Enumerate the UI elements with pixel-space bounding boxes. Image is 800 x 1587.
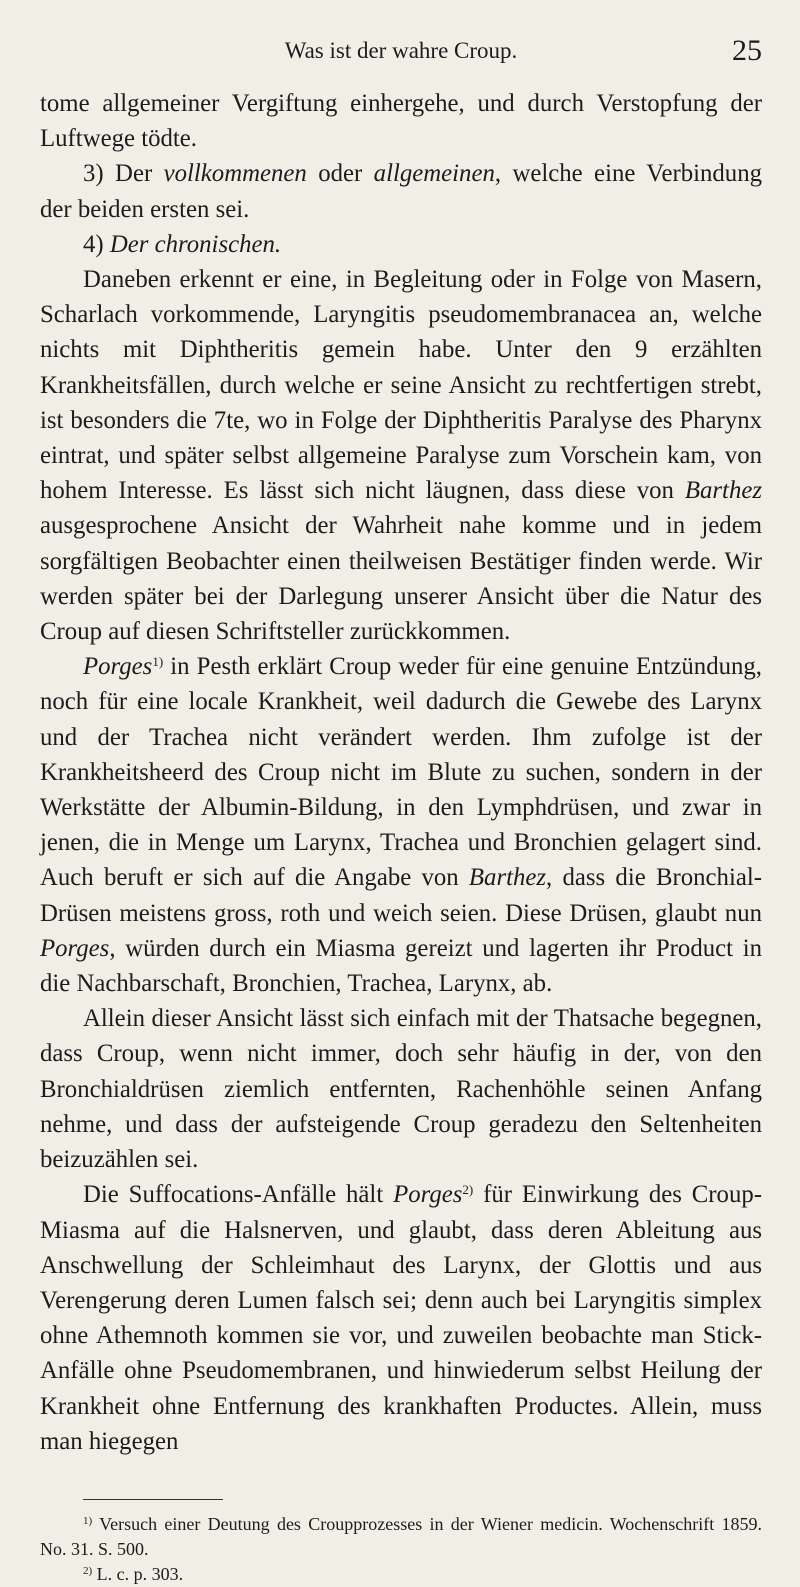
italic-run: allgemeinen	[373, 160, 495, 188]
text-run: für Einwirkung des Croup-Miasma auf die Halsnerven, und glaubt, dass deren Ableitung aus Anschwellung der Schleimhaut des Larynx, der Glottis und aus Verengerung deren Lumen falsch sei; denn auch bei Laryngitis simplex ohne Athemnoth kommen sie vor, und zuweilen beobachte man Stick-Anfälle ohne Pseudomembranen, und hinwiederum selbst Heilung der Krankheit ohne Entfernung des krankhaften Productes. Allein, muss man hiegegen	[40, 1181, 762, 1455]
paragraph	[40, 649, 762, 1001]
paragraph	[40, 86, 762, 156]
text-run: Die Suffocations-Anfälle hält	[83, 1181, 394, 1209]
italic-run: Porges	[83, 653, 153, 681]
footnote-mark: 2)	[83, 1564, 93, 1577]
footnote-ref: 1)	[152, 654, 164, 670]
italic-run: Porges	[40, 934, 110, 962]
text-run: Allein dieser Ansicht lässt sich einfach mit der Thatsache begegnen, dass Croup, wenn nicht immer, doch sehr häufig in der, von den Bronchialdrüsen ziemlich entfernten, Rachenhöhle seinen Anfang nehme, und dass der aufsteigende Croup geradezu den Seltenheiten beizuzählen sei.	[40, 1005, 762, 1174]
footnote-text: Versuch einer Deutung des Croupprozesses in der Wiener medicin. Wochenschrift 1859. No. 31. S. 500.	[40, 1513, 762, 1559]
italic-run: Porges	[393, 1181, 463, 1209]
paragraph	[40, 1177, 762, 1459]
italic-run: Barthez	[684, 477, 762, 505]
footnote	[40, 1562, 762, 1587]
body-text	[40, 86, 762, 1459]
italic-run: Der chronischen.	[109, 230, 282, 258]
text-run: , würden durch ein Miasma gereizt und lagerten ihr Product in die Nachbarschaft, Bronchien, Trachea, Larynx, ab.	[40, 934, 762, 998]
running-title: Was ist der wahre Croup.	[284, 38, 518, 63]
italic-run: vollkommenen	[163, 160, 307, 188]
paragraph	[40, 227, 762, 262]
text-run: in Pesth erklärt Croup weder für eine genuine Entzündung, noch für eine locale Krankheit, weil dadurch die Gewebe des Larynx und der Trachea nicht verändert werden. Ihm zufolge ist der Krankheitsheerd des Croup nicht im Blute zu suchen, sondern in der Werkstätte der Albumin-Bildung, in den Lymphdrüsen, und zwar in jenen, die in Menge um Larynx, Trachea und Bronchien gelagert sind. Auch beruft er sich auf die Angabe von	[40, 653, 762, 892]
text-run: 4)	[83, 230, 110, 258]
book-page	[40, 34, 762, 1584]
paragraph	[40, 1001, 762, 1177]
text-run: , dass die Bronchial-Drüsen meistens gross, roth und weich seien. Diese Drüsen, glaubt nun	[40, 864, 762, 927]
footnote-rule	[83, 1499, 223, 1500]
running-header	[40, 34, 762, 72]
page-number: 25	[732, 34, 762, 67]
text-run: ausgesprochene Ansicht der Wahrheit nahe komme und in jedem sorgfältigen Beobachter einen theilweisen Bestätiger finden werde. Wir werden später bei der Darlegung unserer Ansicht über die Natur des Croup auf diesen Schriftsteller zurückkommen.	[40, 512, 762, 646]
footnote-ref: 2)	[462, 1182, 474, 1198]
footnote-mark: 1)	[83, 1514, 93, 1527]
text-run: , welche eine Verbindung der beiden ersten sei.	[40, 160, 762, 223]
paragraph	[40, 262, 762, 649]
text-run: 3) Der	[83, 160, 164, 188]
text-run: Daneben erkennt er eine, in Begleitung oder in Folge von Masern, Scharlach vorkommende, Laryngitis pseudomembranacea an, welche nichts mit Diphtheritis gemein habe. Unter den 9 erzählten Krankheitsfällen, durch welche er seine Ansicht zu rechtfertigen strebt, ist besonders die 7te, wo in Folge der Diphtheritis Paralyse des Pharynx eintrat, und später selbst allgemeine Paralyse zum Vorschein kam, von hohem Interesse. Es lässt sich nicht läugnen, dass diese von	[40, 266, 762, 505]
footnotes	[40, 1512, 762, 1587]
footnote	[40, 1512, 762, 1562]
footnote-text: L. c. p. 303.	[92, 1563, 184, 1584]
text-run: oder	[306, 160, 374, 188]
paragraph	[40, 156, 762, 226]
text-run: tome allgemeiner Vergiftung einhergehe, und durch Verstopfung der Luftwege tödte.	[40, 90, 762, 153]
italic-run: Barthez	[468, 864, 547, 892]
